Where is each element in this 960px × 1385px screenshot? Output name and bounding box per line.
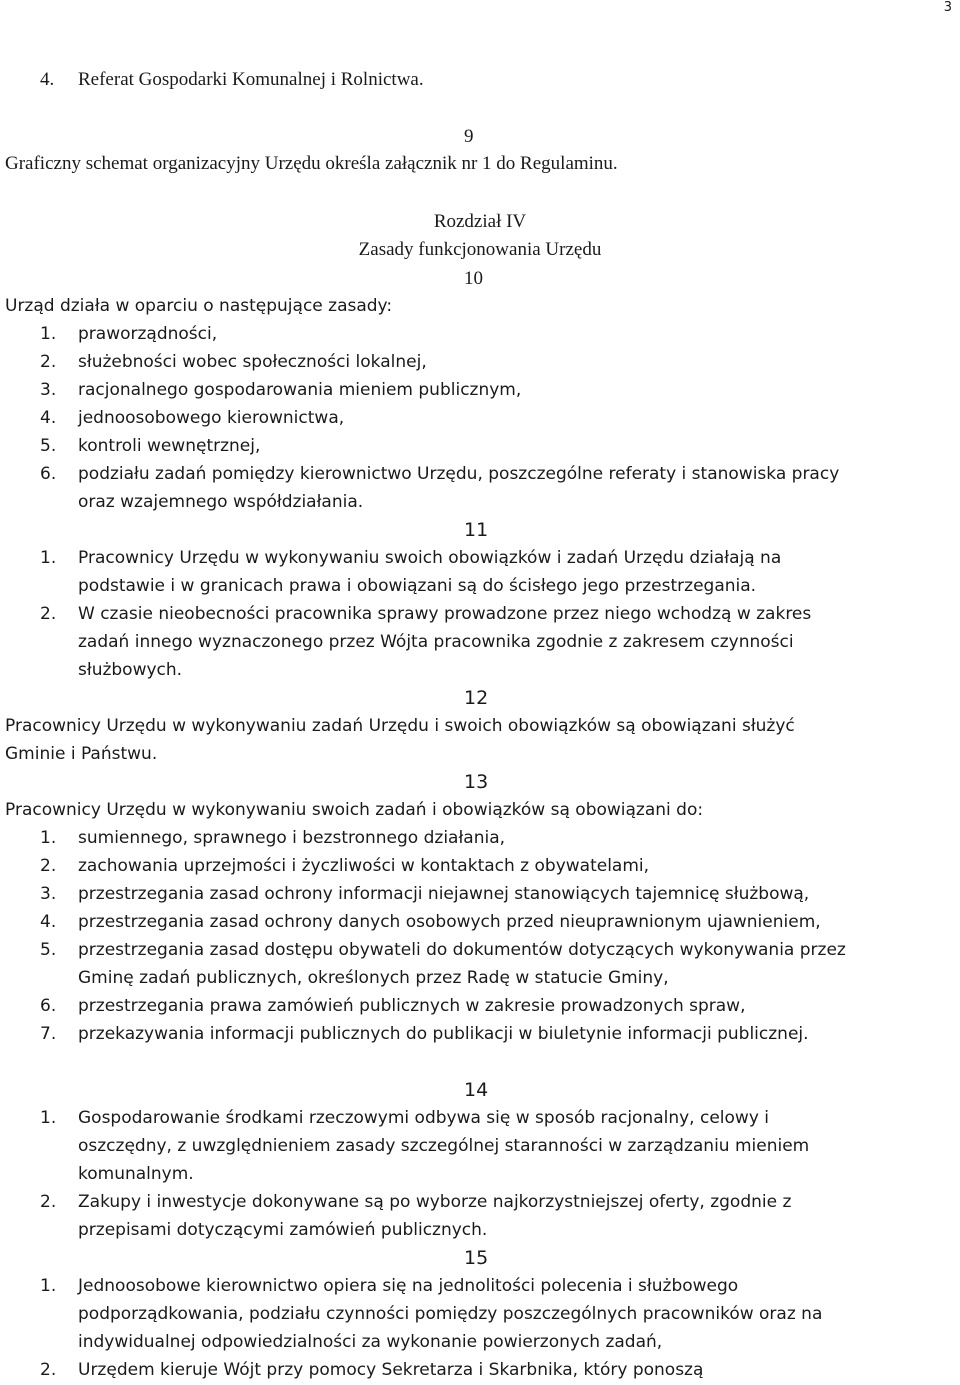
list-item-number: 3.: [40, 884, 57, 904]
chapter-subtitle: Zasady funkcjonowania Urzędu: [358, 239, 602, 260]
list-item-number: 6.: [40, 996, 57, 1016]
list-item-number: 5.: [40, 436, 57, 456]
list-item-text-continued: podporządkowania, podziału czynności pomiędzy poszczególnych pracowników oraz na: [78, 1304, 823, 1324]
list-item-text: Gospodarowanie środkami rzeczowymi odbywa się w sposób racjonalny, celowy i: [78, 1108, 770, 1128]
list-item-text-continued: Gminę zadań publicznych, określonych przez Radę w statucie Gminy,: [78, 968, 669, 988]
list-item-text: Jednoosobowe kierownictwo opiera się na jednolitości polecenia i służbowego: [78, 1276, 739, 1296]
list-item-number: 4.: [40, 69, 55, 90]
list-item-number: 1.: [40, 828, 57, 848]
list-item-number: 1.: [40, 1108, 57, 1128]
paragraph-heading-14: 14: [464, 1079, 489, 1101]
paragraph-text-continued: Gminie i Państwu.: [5, 744, 158, 764]
list-item-text-continued: komunalnym.: [78, 1164, 194, 1184]
list-item-number: 4.: [40, 408, 57, 428]
list-item-text: Zakupy i inwestycje dokonywane są po wyborze najkorzystniejszej oferty, zgodnie z: [78, 1192, 792, 1212]
list-item-text: sumiennego, sprawnego i bezstronnego działania,: [78, 828, 506, 848]
list-item-text: Referat Gospodarki Komunalnej i Rolnictwa.: [78, 69, 424, 90]
list-item-text: przestrzegania prawa zamówień publicznych w zakresie prowadzonych spraw,: [78, 996, 746, 1016]
list-item-number: 4.: [40, 912, 57, 932]
list-item-text-continued: podstawie i w granicach prawa i obowiązani są do ścisłego jego przestrzegania.: [78, 576, 757, 596]
paragraph-intro: Urząd działa w oparciu o następujące zasady:: [5, 296, 393, 316]
list-item-number: 1.: [40, 548, 57, 568]
list-item-number: 2.: [40, 856, 57, 876]
list-item-text: racjonalnego gospodarowania mieniem publicznym,: [78, 380, 522, 400]
list-item-number: 2.: [40, 352, 57, 372]
paragraph-heading-9: 9: [464, 126, 474, 147]
list-item-number: 2.: [40, 604, 57, 624]
paragraph-text: Graficzny schemat organizacyjny Urzędu określa załącznik nr 1 do Regulaminu.: [5, 153, 618, 174]
list-item-text-continued: służbowych.: [78, 660, 183, 680]
page-number: 3: [943, 0, 952, 15]
list-item-text: przestrzegania zasad ochrony informacji niejawnej stanowiących tajemnicę służbową,: [78, 884, 810, 904]
paragraph-heading-15: 15: [464, 1247, 489, 1269]
list-item-text: Pracownicy Urzędu w wykonywaniu swoich obowiązków i zadań Urzędu działają na: [78, 548, 782, 568]
list-item-text-continued: indywidualnej odpowiedzialności za wykonanie powierzonych zadań,: [78, 1332, 663, 1352]
list-item-number: 1.: [40, 1276, 57, 1296]
list-item-text: kontroli wewnętrznej,: [78, 436, 261, 456]
list-item-text: podziału zadań pomiędzy kierownictwo Urzędu, poszczególne referaty i stanowiska pracy: [78, 464, 840, 484]
list-item-text: przekazywania informacji publicznych do publikacji w biuletynie informacji publicznej.: [78, 1024, 809, 1044]
paragraph-heading-12: 12: [464, 687, 489, 709]
list-item-number: 2.: [40, 1360, 57, 1380]
list-item-text-continued: oszczędny, z uwzględnieniem zasady szczególnej staranności w zarządzaniu mieniem: [78, 1136, 810, 1156]
list-item-number: 5.: [40, 940, 57, 960]
paragraph-heading-10: 10: [464, 268, 483, 289]
paragraph-text: Pracownicy Urzędu w wykonywaniu zadań Urzędu i swoich obowiązków są obowiązani służyć: [5, 716, 795, 736]
paragraph-heading-13: 13: [464, 771, 489, 793]
list-item-text: przestrzegania zasad dostępu obywateli do dokumentów dotyczących wykonywania przez: [78, 940, 846, 960]
list-item-text-continued: przepisami dotyczącymi zamówień publicznych.: [78, 1220, 488, 1240]
list-item-text: W czasie nieobecności pracownika sprawy prowadzone przez niego wchodzą w zakres: [78, 604, 812, 624]
list-item-text: zachowania uprzejmości i życzliwości w kontaktach z obywatelami,: [78, 856, 650, 876]
list-item-text: przestrzegania zasad ochrony danych osobowych przed nieuprawnionym ujawnieniem,: [78, 912, 821, 932]
list-item-number: 3.: [40, 380, 57, 400]
list-item-number: 1.: [40, 324, 57, 344]
list-item-text-continued: oraz wzajemnego współdziałania.: [78, 492, 364, 512]
list-item-text: Urzędem kieruje Wójt przy pomocy Sekretarza i Skarbnika, który ponoszą: [78, 1360, 704, 1380]
list-item-text: praworządności,: [78, 324, 218, 344]
chapter-title: Rozdział IV: [433, 211, 527, 232]
paragraph-heading-11: 11: [464, 519, 489, 541]
list-item-text-continued: zadań innego wyznaczonego przez Wójta pracownika zgodnie z zakresem czynności: [78, 632, 794, 652]
list-item-text: jednoosobowego kierownictwa,: [78, 408, 345, 428]
paragraph-intro: Pracownicy Urzędu w wykonywaniu swoich zadań i obowiązków są obowiązani do:: [5, 800, 704, 820]
list-item-number: 6.: [40, 464, 57, 484]
list-item-number: 2.: [40, 1192, 57, 1212]
list-item-number: 7.: [40, 1024, 57, 1044]
list-item-text: służebności wobec społeczności lokalnej,: [78, 352, 427, 372]
